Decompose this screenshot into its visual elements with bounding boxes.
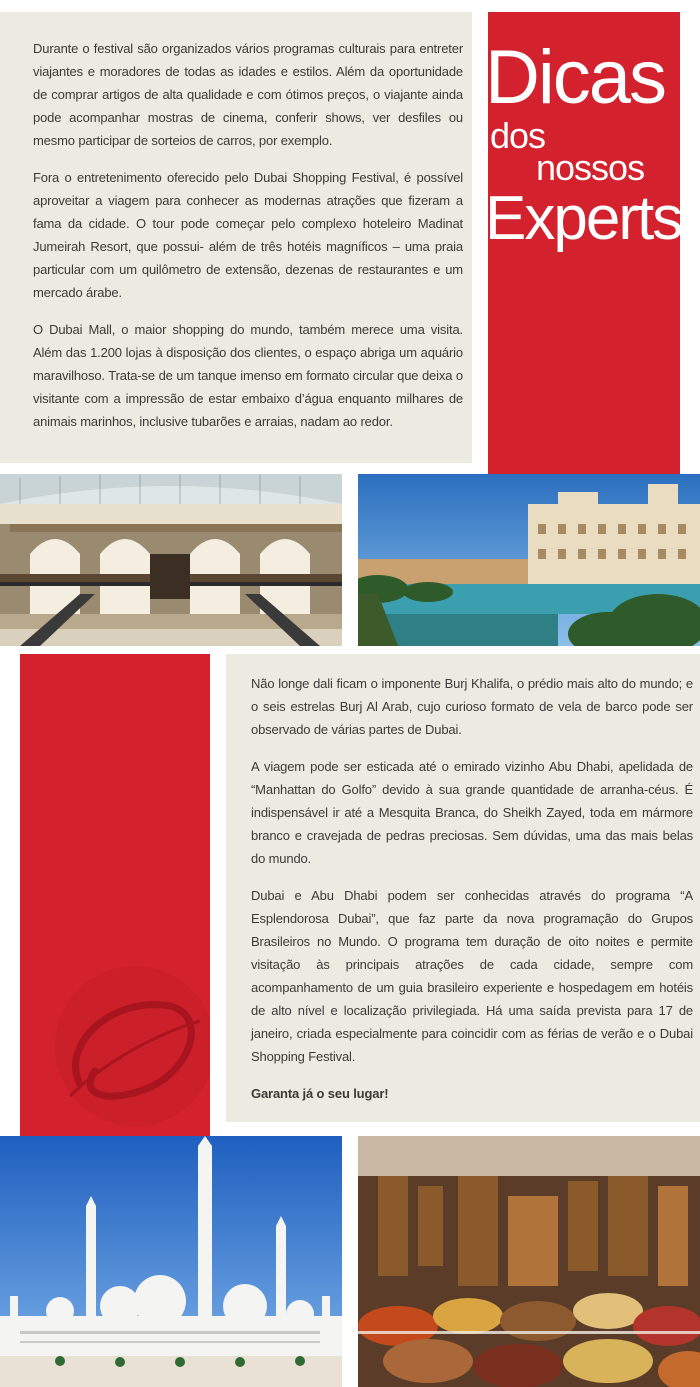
tips-title-nossos: nossos <box>536 147 645 188</box>
program-text <box>251 672 693 1119</box>
madinat-jumeirah-photo <box>358 474 700 646</box>
spice-market-photo <box>358 1136 700 1387</box>
paragraph: Não longe dali ficam o imponente Burj Khalifa, o prédio mais alto do mundo; e o seis estrelas Burj Al Arab, cujo curioso formato de vela de barco pode ser observado de várias partes de Dubai. <box>251 676 693 737</box>
paragraph: A viagem pode ser esticada até o emirado vizinho Abu Dhabi, apelidada de “Manhattan do Golfo” devido à sua grande quantidade de arranha-céus. É indispensável ir até a Mesquita Branca, do Sheikh Zayed, toda em mármore branco e cravejada de pedras preciosas. Sem dúvidas, uma das mais belas do mundo. <box>251 759 693 866</box>
dubai-mall-photo <box>0 474 342 646</box>
paragraph: Fora o entretenimento oferecido pelo Dubai Shopping Festival, é possível aproveitar a viagem para conhecer as modernas atrações que fizeram a fama da cidade. O tour pode começar pelo complexo hoteleiro Madinat Jumeirah Resort, que possui- além de três hotéis magníficos – uma praia particular com um quilômetro de extensão, dezenas de restaurantes e um mercado árabe. <box>33 170 463 300</box>
intro-text <box>33 37 463 447</box>
paragraph: Durante o festival são organizados vários programas culturais para entreter viajantes e moradores de todas as idades e estilos. Além da oportunidade de comprar artigos de alta qualidade e com ótimos preços, o viajante ainda pode acompanhar mostras de cinema, conferir shows, ver desfiles ou mesmo participar de sorteios de carros, por exemplo. <box>33 41 463 148</box>
decorative-monogram-icon <box>40 966 210 1126</box>
paragraph: O Dubai Mall, o maior shopping do mundo, também merece uma visita. Além das 1.200 lojas à disposição dos clientes, o espaço abriga um aquário maravilhoso. Trata-se de um tanque imenso em formato circular que deixa o visitante com a impressão de estar embaixo d’água enquanto milhares de animais marinhos, inclusive tubarões e arraias, nadam ao redor. <box>33 322 463 429</box>
tips-title-experts: Experts <box>485 184 682 253</box>
sheikh-zayed-mosque-photo <box>0 1136 342 1387</box>
tips-title-dos: dos <box>490 115 546 156</box>
tips-title-dicas: Dicas <box>485 35 666 120</box>
call-to-action: Garanta já o seu lugar! <box>251 1086 389 1101</box>
paragraph: Dubai e Abu Dhabi podem ser conhecidas através do programa “A Esplendorosa Dubai”, que faz parte da nova programação do Grupos Brasileiros no Mundo. O programa tem duração de oito noites e permite visitação às principais atrações de cada cidade, sempre com acompanhamento de um guia brasileiro experiente e hospedagem em hotéis de alto nível e localização privilegiada. Há uma saída prevista para 17 de janeiro, criada especialmente para coincidir com as férias de verão e o Dubai Shopping Festival. <box>251 888 693 1064</box>
